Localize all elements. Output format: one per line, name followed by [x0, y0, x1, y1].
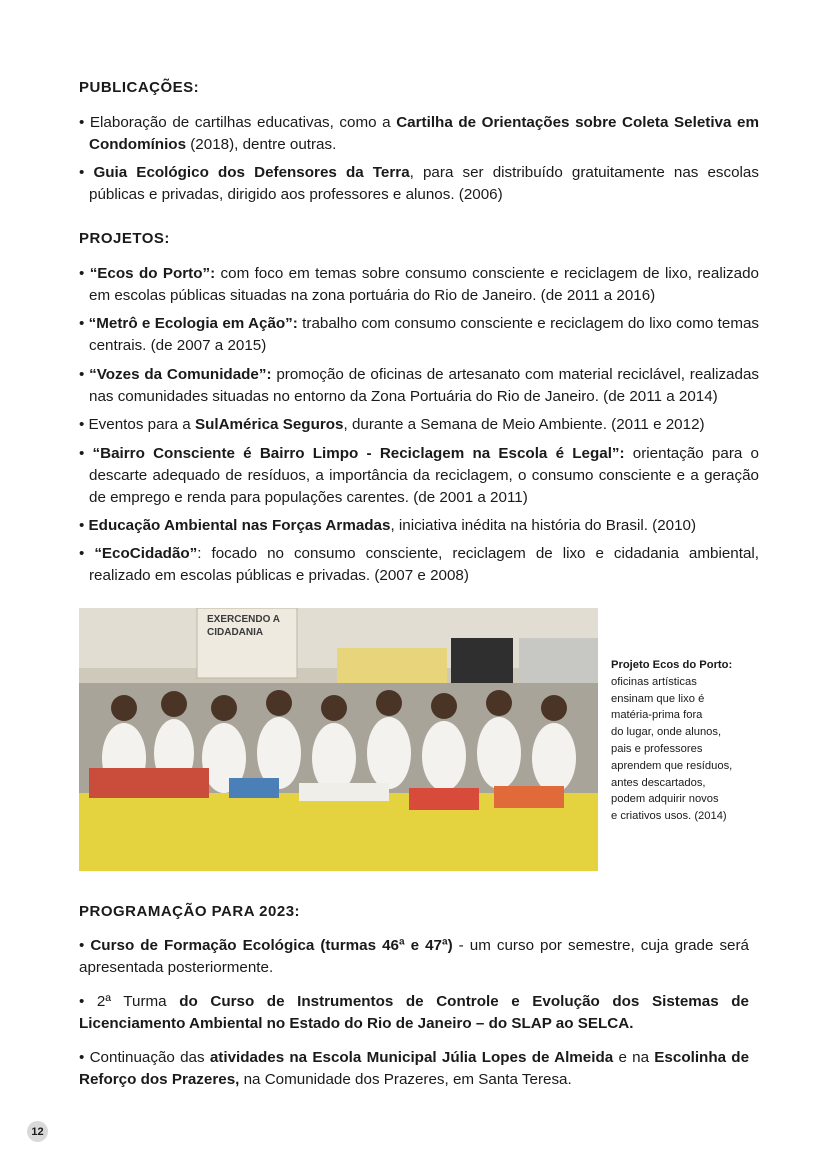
caption-title: Projeto Ecos do Porto: [611, 659, 733, 671]
caption-line: podem adquirir novos [611, 793, 719, 806]
caption-line: aprendem que resíduos, [611, 759, 733, 772]
caption-line: matéria-prima fora [611, 709, 703, 722]
photo-illustration [79, 608, 598, 871]
caption-line: e criativos usos. (2014) [611, 810, 727, 823]
caption-line: antes descartados, [611, 776, 706, 789]
publicacao-item: • Elaboração de cartilhas educativas, como a Cartilha de Orientações sobre Coleta Seletiva em Condomínios (2018), dentre outras. [79, 114, 760, 153]
page-number: 12 [27, 1121, 48, 1142]
programacao-item: • Continuação das atividades na Escola Municipal Júlia Lopes de Almeida e na Escolinha de Reforço dos Prazeres, na Comunidade dos Prazeres, em Santa Teresa. [79, 1049, 750, 1088]
projeto-item: • “EcoCidadão”: focado no consumo consciente, reciclagem de lixo e cidadania ambiental, realizado em escolas públicas e privadas. (2007 e 2008) [79, 545, 759, 584]
publicacoes-heading: PUBLICAÇÕES: [79, 79, 200, 96]
programacao-heading: PROGRAMAÇÃO PARA 2023: [79, 903, 301, 920]
caption-line: pais e professores [611, 742, 703, 755]
projeto-item: • “Vozes da Comunidade”: promoção de oficinas de artesanato com material reciclável, realizadas nas comunidades situadas no entorno da Zona Portuária do Rio de Janeiro. (de 2011 a 2014) [79, 366, 759, 405]
projeto-item: • Educação Ambiental nas Forças Armadas, iniciativa inédita na história do Brasil. (2010) [79, 517, 697, 534]
banner-text: CIDADANIA [207, 627, 264, 638]
projeto-item: • “Ecos do Porto”: com foco em temas sobre consumo consciente e reciclagem de lixo, realizado em escolas públicas situadas na zona portuária do Rio de Janeiro. (de 2011 a 2016) [79, 265, 759, 304]
project-photo [79, 608, 598, 871]
publicacao-item: • Guia Ecológico dos Defensores da Terra, para ser distribuído gratuitamente nas escolas públicas e privadas, dirigido aos professores e alunos. (2006) [79, 164, 759, 203]
projeto-item: • Eventos para a SulAmérica Seguros, durante a Semana de Meio Ambiente. (2011 e 2012) [79, 416, 705, 433]
programacao-item: • 2ª Turma do Curso de Instrumentos de Controle e Evolução dos Sistemas de Licenciamento Ambiental no Estado do Rio de Janeiro – do SLAP ao SELCA. [79, 993, 749, 1032]
programacao-item: • Curso de Formação Ecológica (turmas 46ª e 47ª) - um curso por semestre, cuja grade será apresentada posteriormente. [79, 937, 749, 976]
projeto-item: • “Bairro Consciente é Bairro Limpo - Reciclagem na Escola é Legal”: orientação para o descarte adequado de resíduos, a importância da reciclagem, o consumo consciente e a geração de emprego e renda para populações carentes. (de 2001 a 2011) [79, 445, 759, 506]
photo-caption [611, 657, 761, 825]
projeto-item: • “Metrô e Ecologia em Ação”: trabalho com consumo consciente e reciclagem do lixo como temas centrais. (de 2007 a 2015) [79, 315, 760, 354]
caption-line: oficinas artísticas [611, 675, 697, 688]
banner-text: EXERCENDO A [207, 614, 280, 625]
projetos-heading: PROJETOS: [79, 230, 170, 247]
caption-line: ensinam que lixo é [611, 692, 705, 705]
caption-line: do lugar, onde alunos, [611, 726, 722, 739]
